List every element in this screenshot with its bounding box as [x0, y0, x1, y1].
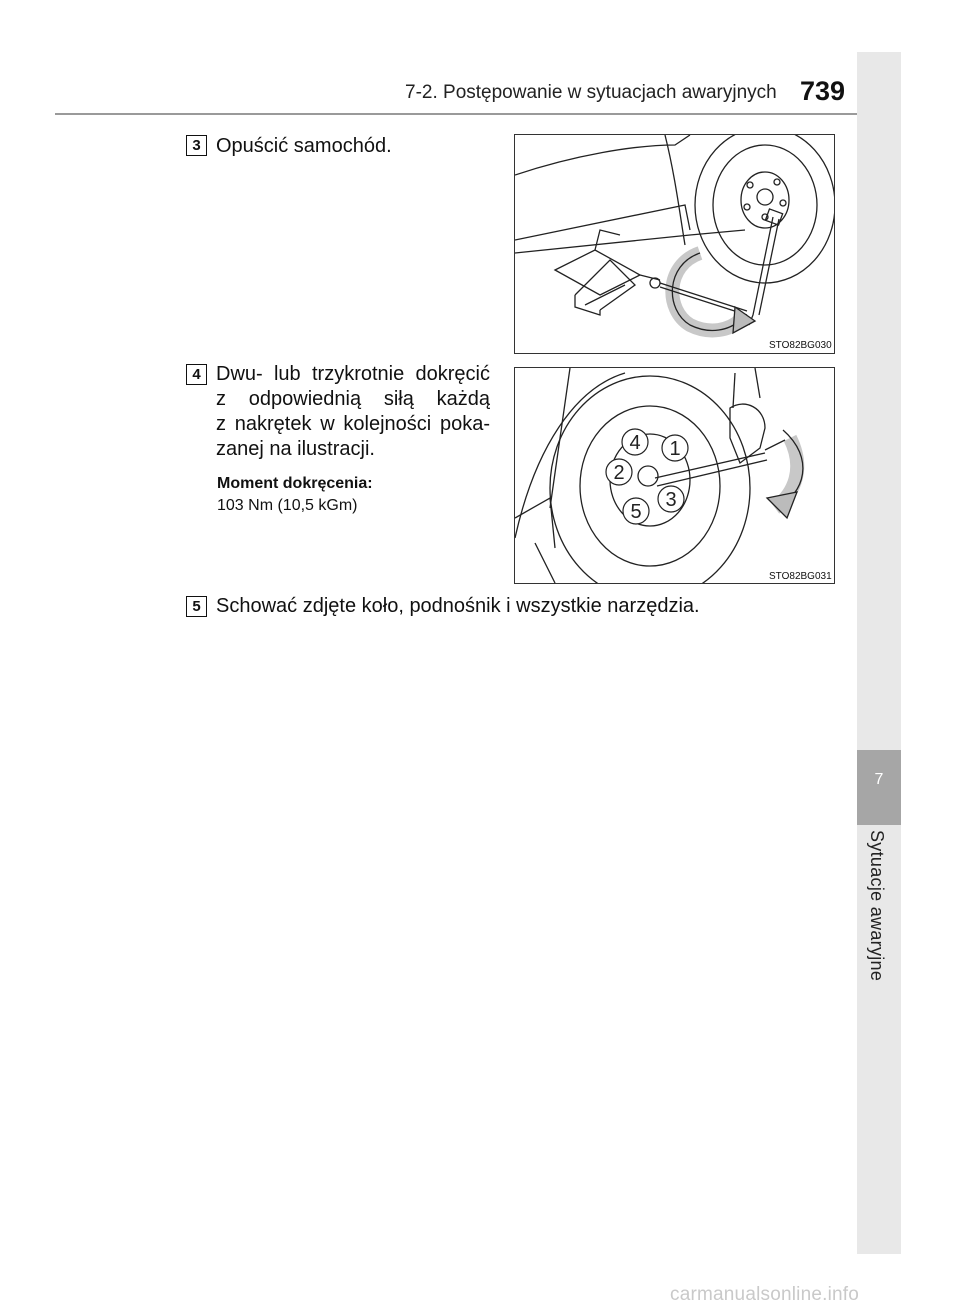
page-number: 739	[800, 76, 846, 106]
step-4-line: z nakrętek w kolejności poka-	[216, 413, 490, 435]
torque-value: 103 Nm (10,5 kGm)	[217, 497, 358, 514]
step-number-3: 3	[186, 135, 207, 156]
step-4-line: z odpowiednią siłą każdą	[216, 388, 490, 410]
step-4-line: zanej na ilustracji.	[216, 438, 375, 460]
step-3-text: Opuścić samochód.	[216, 135, 392, 157]
order-label-1: 1	[669, 438, 681, 460]
section-title: 7-2. Postępowanie w sytuacjach awaryjnych	[405, 82, 777, 103]
footer-watermark: carmanualsonline.info	[670, 1284, 860, 1305]
order-label-2: 2	[613, 462, 625, 484]
wheel-nut-order-illustration	[515, 368, 834, 583]
figure-lowering-vehicle	[514, 134, 835, 354]
figure-code: STO82BG031	[769, 571, 832, 582]
order-label-4: 4	[629, 432, 641, 454]
chapter-number: 7	[874, 771, 884, 788]
step-4-text	[216, 362, 490, 462]
chapter-side-tab	[857, 52, 901, 1254]
step-5-text: Schować zdjęte koło, podnośnik i wszystkie narzędzia.	[216, 595, 700, 617]
order-label-5: 5	[630, 501, 642, 523]
figure-tightening-order	[514, 367, 835, 584]
step-number-5: 5	[186, 596, 207, 617]
header-divider	[55, 113, 900, 115]
order-label-3: 3	[665, 489, 677, 511]
step-4-line: Dwu- lub trzykrotnie dokręcić	[216, 363, 490, 385]
torque-label: Moment dokręcenia:	[217, 475, 373, 492]
step-number-4: 4	[186, 364, 207, 385]
chapter-label: Sytuacje awaryjne	[867, 830, 887, 982]
figure-code: STO82BG030	[769, 340, 832, 351]
jack-lowering-illustration	[515, 135, 834, 353]
